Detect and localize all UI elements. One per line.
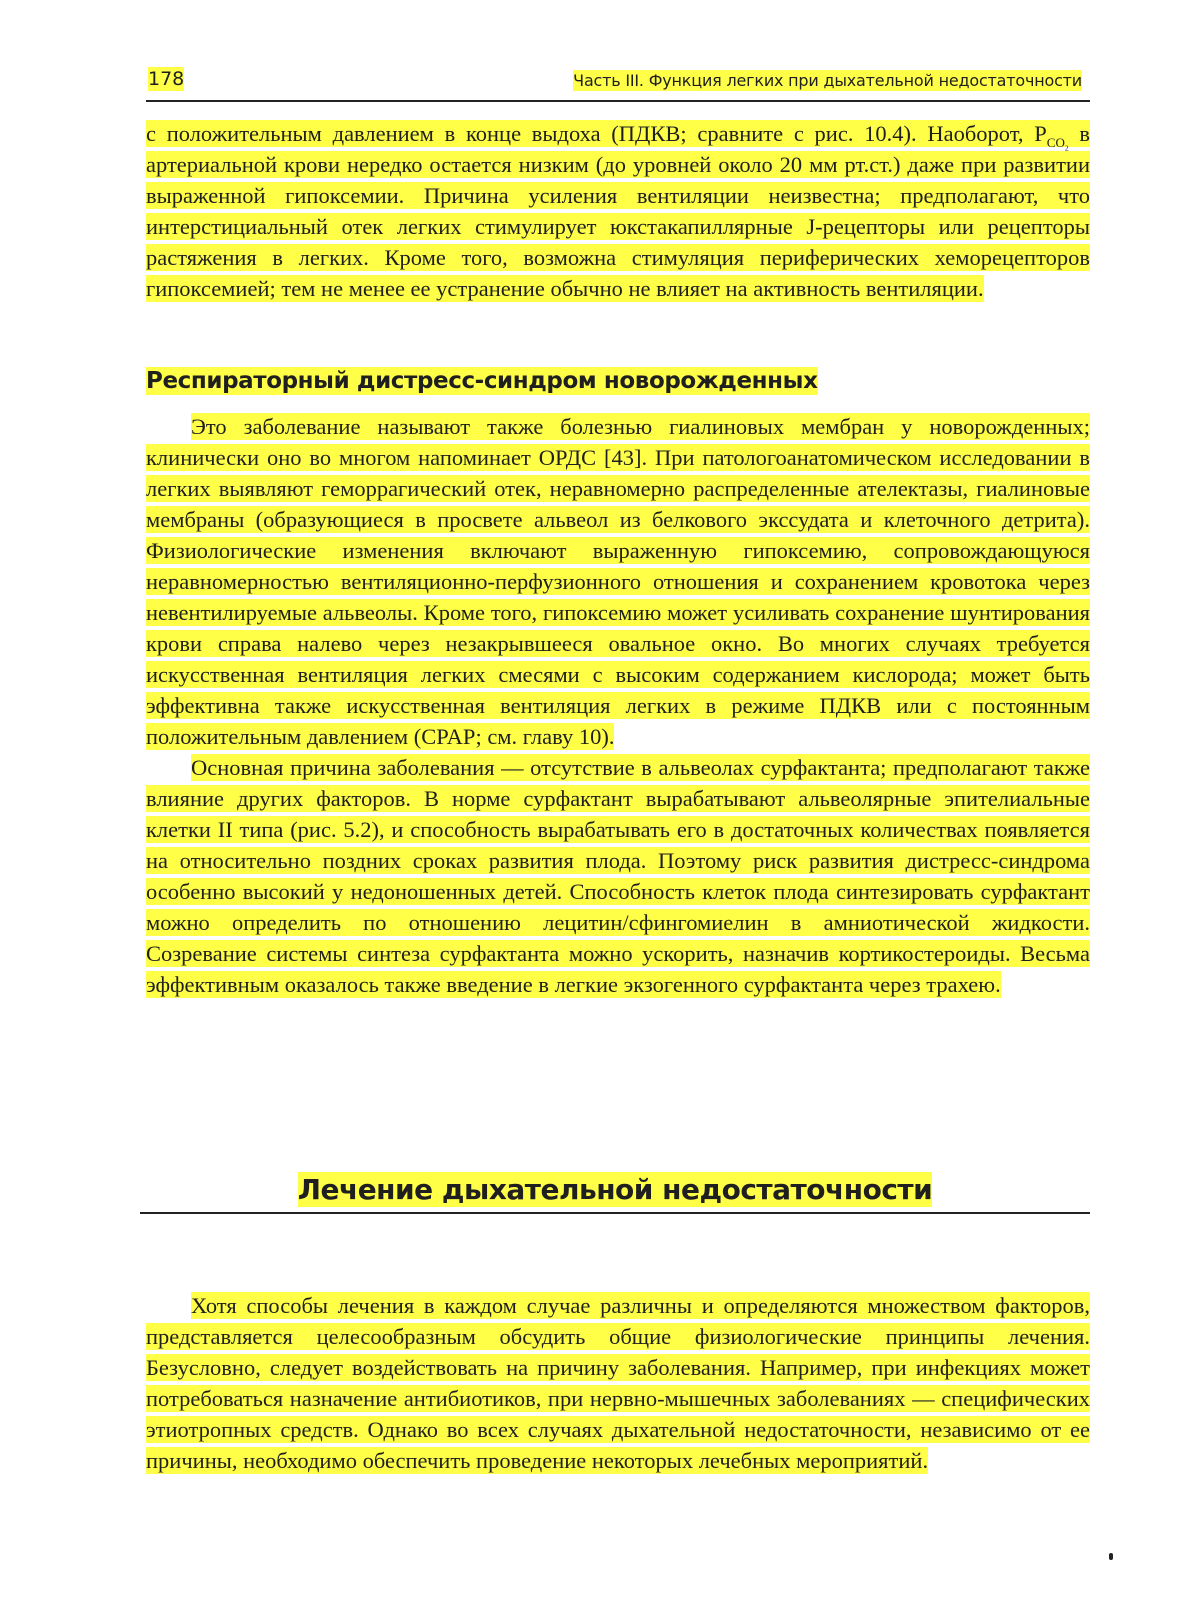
rds-paragraph-2: Основная причина заболевания — отсутствие в альвеолах сурфактанта; предполагают также влияние других факторов. В норме сурфактант вырабатывают альвеолярные эпителиальные клетки II типа (рис. 5.2), и способность вырабатывать его в достаточных количествах появляется на относительно поздних сроках развития плода. Поэтому риск развития дистресс-синдрома особенно высокий у недоношенных детей. Способность клеток плода синтезировать сурфактант можно определить по отношению лецитин/сфингомиелин в амниотической жидкости. Созревание системы синтеза сурфактанта можно ускорить, назначив кортикостероиды. Весьма эффективным оказалось также введение в легкие экзогенного сурфактанта через трахею. xyxy=(146,755,1090,997)
header-rule xyxy=(146,100,1090,102)
scan-speck xyxy=(1109,1553,1113,1560)
page-number: 178 xyxy=(148,68,185,90)
rds-paragraph-1: Это заболевание называют также болезнью гиалиновых мембран у новорожденных; клинически оно во многом напоминает ОРДС [43]. При патологоанатомическом исследовании в легких выявляют геморрагический отек, неравномерно распределенные ателектазы, гиалиновые мембраны (образующиеся в просвете альвеол из белкового экссудата и клеточного детрита). Физиологические изменения включают выраженную гипоксемию, сопровождающуюся неравномерностью вентиляционно-перфузионного отношения и сохранением кровотока через невентилируемые альвеолы. Кроме того, гипоксемию может усиливать сохранение шунтирования крови справа налево через незакрывшееся овальное окно. Во многих случаях требуется искусственная вентиляция легких смесями с высоким содержанием кислорода; может быть эффективна также искусственная вентиляция легких в режиме ПДКВ или с постоянным положительным давлением (CPAP; см. главу 10). xyxy=(146,414,1090,749)
continued-paragraph: с положительным давлением в конце выдоха (ПДКВ; сравните с рис. 10.4). Наоборот, $P_{CO_2}$ в артериальной крови нередко остается низким (до уровней около 20 мм рт.ст.) даже при развитии выраженной гипоксемии. Причина усиления вентиляции неизвестна; предполагают, что интерстициальный отек легких стимулирует юкстакапиллярные J-рецепторы или рецепторы растяжения в легких. Кроме того, возможна стимуляция периферических хеморецепторов гипоксемией; тем не менее ее устранение обычно не влияет на активность вентиляции. xyxy=(146,121,1090,301)
chapter-heading-rule xyxy=(140,1212,1090,1214)
chapter-heading-treatment: Лечение дыхательной недостаточности xyxy=(297,1173,933,1206)
section-heading-rds: Респираторный дистресс-синдром новорожденных xyxy=(146,368,818,394)
treatment-section-body xyxy=(146,1290,1090,1545)
treatment-paragraph-1: Хотя способы лечения в каждом случае различны и определяются множеством факторов, представляется целесообразным обсудить общие физиологические принципы лечения. Безусловно, следует воздействовать на причину заболевания. Например, при инфекциях может потребоваться назначение антибиотиков, при нервно-мышечных заболеваниях — специфических этиотропных средств. Однако во всех случаях дыхательной недостаточности, независимо от ее причины, необходимо обеспечить проведение некоторых лечебных мероприятий. xyxy=(146,1293,1090,1473)
rds-section-body xyxy=(146,411,1090,1161)
running-header-title: Часть III. Функция легких при дыхательной недостаточности xyxy=(573,71,1082,90)
